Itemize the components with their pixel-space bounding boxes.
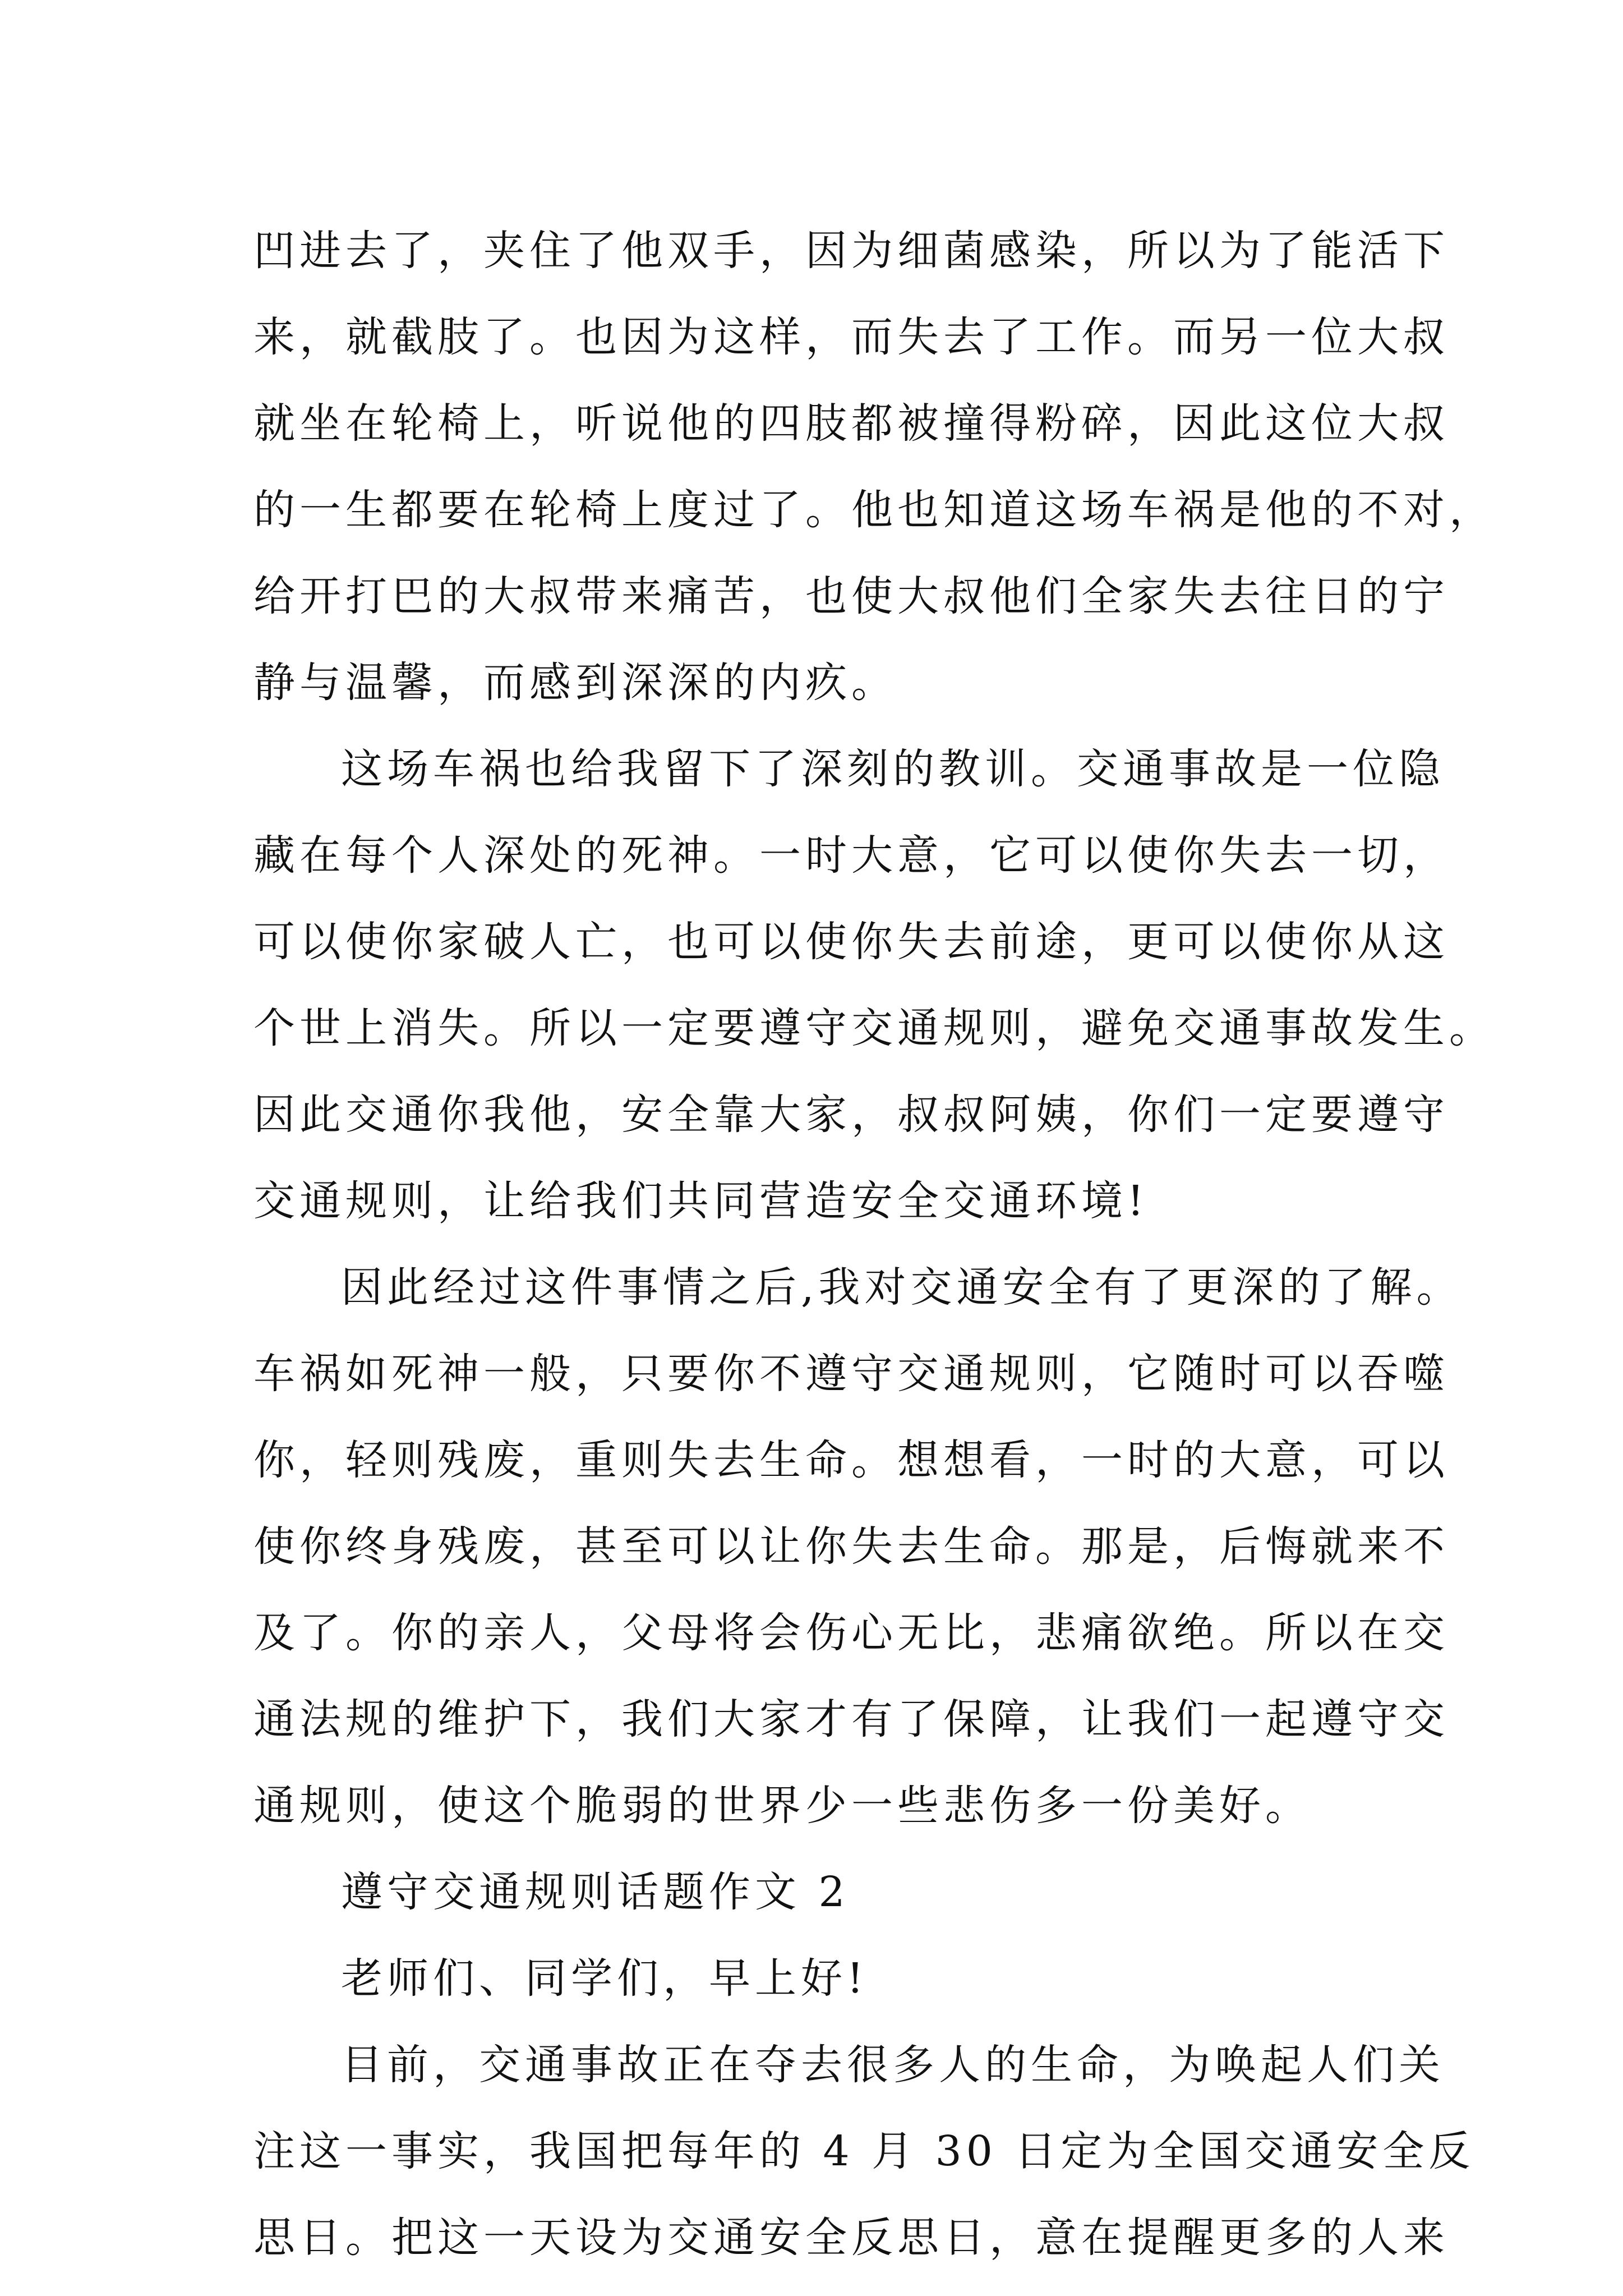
text-line: 及了。你的亲人，父母将会伤心无比，悲痛欲绝。所以在交 xyxy=(253,1609,1449,1657)
text-line: 就坐在轮椅上，听说他的四肢都被撞得粉碎，因此这位大叔 xyxy=(253,399,1449,448)
text-line: 藏在每个人深处的死神。一时大意，它可以使你失去一切， xyxy=(253,831,1449,880)
text-line: 因此交通你我他，安全靠大家，叔叔阿姨，你们一定要遵守 xyxy=(253,1091,1449,1139)
text-line: 个世上消失。所以一定要遵守交通规则，避免交通事故发生。 xyxy=(253,1004,1495,1052)
text-line: 目前，交通事故正在夺去很多人的生命，为唤起人们关 xyxy=(341,2041,1445,2089)
text-line: 通规则，使这个脆弱的世界少一些悲伤多一份美好。 xyxy=(253,1782,1311,1830)
text-line: 交通规则，让给我们共同营造安全交通环境! xyxy=(253,1177,1149,1225)
text-line: 思日。把这一天设为交通安全反思日，意在提醒更多的人来 xyxy=(253,2214,1449,2262)
text-line: 遵守交通规则话题作文 2 xyxy=(341,1868,850,1916)
text-line: 通法规的维护下，我们大家才有了保障，让我们一起遵守交 xyxy=(253,1695,1449,1743)
document-body xyxy=(253,208,1495,2281)
text-line: 老师们、同学们，早上好! xyxy=(341,1954,868,2003)
text-line: 因此经过这件事情之后,我对交通安全有了更深的了解。 xyxy=(341,1263,1463,1312)
text-line: 静与温馨，而感到深深的内疚。 xyxy=(253,659,897,707)
text-line: 这场车祸也给我留下了深刻的教训。交通事故是一位隐 xyxy=(341,745,1445,793)
text-line: 你，轻则残废，重则失去生命。想想看，一时的大意，可以 xyxy=(253,1436,1449,1484)
text-line: 注这一事实，我国把每年的 4 月 30 日定为全国交通安全反 xyxy=(253,2127,1475,2175)
text-line: 车祸如死神一般，只要你不遵守交通规则，它随时可以吞噬 xyxy=(253,1350,1449,1398)
text-line: 来，就截肢了。也因为这样，而失去了工作。而另一位大叔 xyxy=(253,313,1449,361)
text-line: 可以使你家破人亡，也可以使你失去前途，更可以使你从这 xyxy=(253,918,1449,966)
text-line: 的一生都要在轮椅上度过了。他也知道这场车祸是他的不对， xyxy=(253,486,1495,534)
text-line: 凹进去了，夹住了他双手，因为细菌感染，所以为了能活下 xyxy=(253,227,1449,275)
text-line: 给开打巴的大叔带来痛苦，也使大叔他们全家失去往日的宁 xyxy=(253,572,1449,620)
text-line: 使你终身残废，甚至可以让你失去生命。那是，后悔就来不 xyxy=(253,1522,1449,1571)
